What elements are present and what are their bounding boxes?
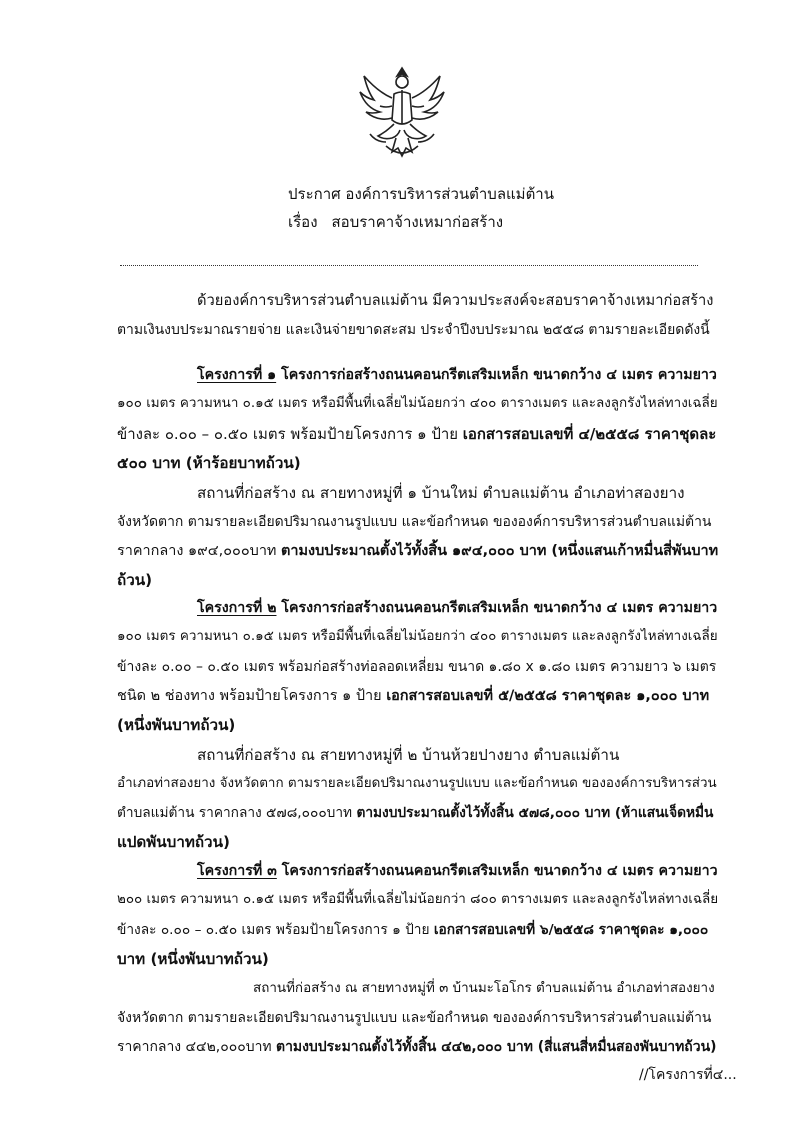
project-3-doc-number: เอกสารสอบเลขที่ ๖/๒๕๕๘ ราคาชุดละ ๑,๐๐๐	[433, 922, 709, 938]
project-1-location-3	[117, 541, 717, 561]
intro-line-2: ตามเงินงบประมาณรายจ่าย และเงินจ่ายขาดสะสม ประจำปีงบประมาณ ๒๕๕๘ ตามรายละเอียดดังนี้	[117, 322, 710, 338]
project-1-detail: ข้างละ ๐.๐๐ – ๐.๕๐ เมตร พร้อมป้ายโครงการ ๑ ป้าย	[117, 425, 463, 443]
project-2-median-price: ตำบลแม่ต้าน ราคากลาง ๕๗๘,๐๐๐บาท	[117, 805, 357, 821]
project-3-title: โครงการก่อสร้างถนนคอนกรีตเสริมเหล็ก ขนาดกว้าง ๔ เมตร ความยาว	[276, 863, 718, 879]
announcement-title: ประกาศ องค์การบริหารส่วนตำบลแม่ต้าน	[288, 185, 554, 203]
project-1-location-2: จังหวัดตาก ตามรายละเอียดปริมาณงานรูปแบบ และข้อกำหนด ขององค์การบริหารส่วนตำบลแม่ต้าน	[117, 514, 712, 530]
project-1-budget-cont: ถ้วน)	[117, 571, 153, 589]
project-3-location-3	[117, 1037, 717, 1057]
project-2-title: โครงการก่อสร้างถนนคอนกรีตเสริมเหล็ก ขนาดกว้าง ๔ เมตร ความยาว	[276, 600, 718, 616]
project-2-budget: ตามงบประมาณตั้งไว้ทั้งสิ้น ๕๗๘,๐๐๐ บาท (ห้าแสนเจ็ดหมื่น	[356, 805, 714, 821]
project-2-location-1: สถานที่ก่อสร้าง ณ สายทางหมู่ที่ ๒ บ้านห้วยปางยาง ตำบลแม่ต้าน	[197, 746, 620, 764]
project-3-price: บาท (หนึ่งพันบาทถ้วน)	[117, 950, 269, 968]
project-2-location-2: อำเภอท่าสองยาง จังหวัดตาก ตามรายละเอียดปริมาณงานรูปแบบ และข้อกำหนด ขององค์การบริหารส่วน	[117, 776, 717, 791]
project-2-line-3: ข้างละ ๐.๐๐ – ๐.๕๐ เมตร พร้อมก่อสร้างท่อลอดเหลี่ยม ขนาด ๑.๘๐ x ๑.๘๐ เมตร ความยาว ๖ เมตร	[117, 659, 717, 675]
project-3-line-2: ๒๐๐ เมตร ความหนา ๐.๑๕ เมตร หรือมีพื้นที่เฉลี่ยไม่น้อยกว่า ๘๐๐ ตารางเมตร และลงลูกรังไหล่ทางเฉลี่ย	[117, 892, 719, 907]
project-1-title: โครงการก่อสร้างถนนคอนกรีตเสริมเหล็ก ขนาดกว้าง ๔ เมตร ความยาว	[276, 367, 717, 383]
subject-text: สอบราคาจ้างเหมาก่อสร้าง	[331, 213, 504, 231]
intro-line-1: ด้วยองค์การบริหารส่วนตำบลแม่ต้าน มีความประสงค์จะสอบราคาจ้างเหมาก่อสร้าง	[197, 292, 714, 309]
garuda-emblem-icon	[356, 62, 448, 162]
project-2-location-3	[117, 803, 717, 823]
subject-label: เรื่อง	[288, 213, 318, 231]
project-2-line-2: ๑๐๐ เมตร ความหนา ๐.๑๕ เมตร หรือมีพื้นที่เฉลี่ยไม่น้อยกว่า ๔๐๐ ตารางเมตร และลงลูกรังไหล่ทางเฉลี่ย	[117, 629, 718, 644]
project-1-line-2: ๑๐๐ เมตร ความหนา ๐.๑๕ เมตร หรือมีพื้นที่เฉลี่ยไม่น้อยกว่า ๔๐๐ ตารางเมตร และลงลูกรังไหล่ทางเฉลี่ย	[117, 396, 718, 411]
continuation-note: //โครงการที่๔...	[639, 1067, 737, 1083]
project-1-doc-number: เอกสารสอบเลขที่ ๔/๒๕๕๘ ราคาชุดละ	[462, 425, 717, 443]
project-1-heading: โครงการที่ ๑	[197, 367, 277, 383]
project-2-line-1	[117, 598, 717, 618]
project-3-line-3	[117, 920, 717, 940]
project-1-budget: ตามงบประมาณตั้งไว้ทั้งสิ้น ๑๙๔,๐๐๐ บาท (หนึ่งแสนเก้าหมื่นสี่พันบาท	[281, 543, 719, 559]
project-1-line-3	[117, 424, 717, 444]
project-3-location-1: สถานที่ก่อสร้าง ณ สายทางหมู่ที่ ๓ บ้านมะโอโกร ตำบลแม่ต้าน อำเภอท่าสองยาง	[253, 981, 715, 996]
project-2-detail: ชนิด ๒ ช่องทาง พร้อมป้ายโครงการ ๑ ป้าย	[117, 688, 387, 704]
project-2-heading: โครงการที่ ๒	[197, 600, 277, 616]
project-3-line-1	[117, 861, 717, 881]
project-2-line-4	[117, 686, 717, 706]
project-3-detail: ข้างละ ๐.๐๐ – ๐.๕๐ เมตร พร้อมป้ายโครงการ ๑ ป้าย	[117, 922, 434, 938]
project-3-heading: โครงการที่ ๓	[197, 863, 277, 879]
project-3-budget: ตามงบประมาณตั้งไว้ทั้งสิ้น ๔๔๒,๐๐๐ บาท (สี่แสนสี่หมื่นสองพันบาทถ้วน)	[276, 1039, 717, 1055]
project-2-doc-number: เอกสารสอบเลขที่ ๕/๒๕๕๘ ราคาชุดละ ๑,๐๐๐ บาท	[386, 688, 710, 704]
project-1-location-1: สถานที่ก่อสร้าง ณ สายทางหมู่ที่ ๑ บ้านใหม่ ตำบลแม่ต้าน อำเภอท่าสองยาง	[197, 484, 685, 502]
project-1-line-1	[117, 365, 717, 385]
project-1-price: ๕๐๐ บาท (ห้าร้อยบาทถ้วน)	[117, 454, 301, 472]
project-3-location-2: จังหวัดตาก ตามรายละเอียดปริมาณงานรูปแบบ และข้อกำหนด ขององค์การบริหารส่วนตำบลแม่ต้าน	[117, 1010, 712, 1026]
project-3-median-price: ราคากลาง ๔๔๒,๐๐๐บาท	[117, 1039, 277, 1055]
project-2-budget-cont: แปดพันบาทถ้วน)	[117, 833, 230, 851]
separator-dotted-line	[120, 265, 698, 266]
announcement-subject	[288, 210, 503, 234]
project-1-median-price: ราคากลาง ๑๙๔,๐๐๐บาท	[117, 543, 282, 559]
project-2-price: (หนึ่งพันบาทถ้วน)	[117, 716, 236, 734]
